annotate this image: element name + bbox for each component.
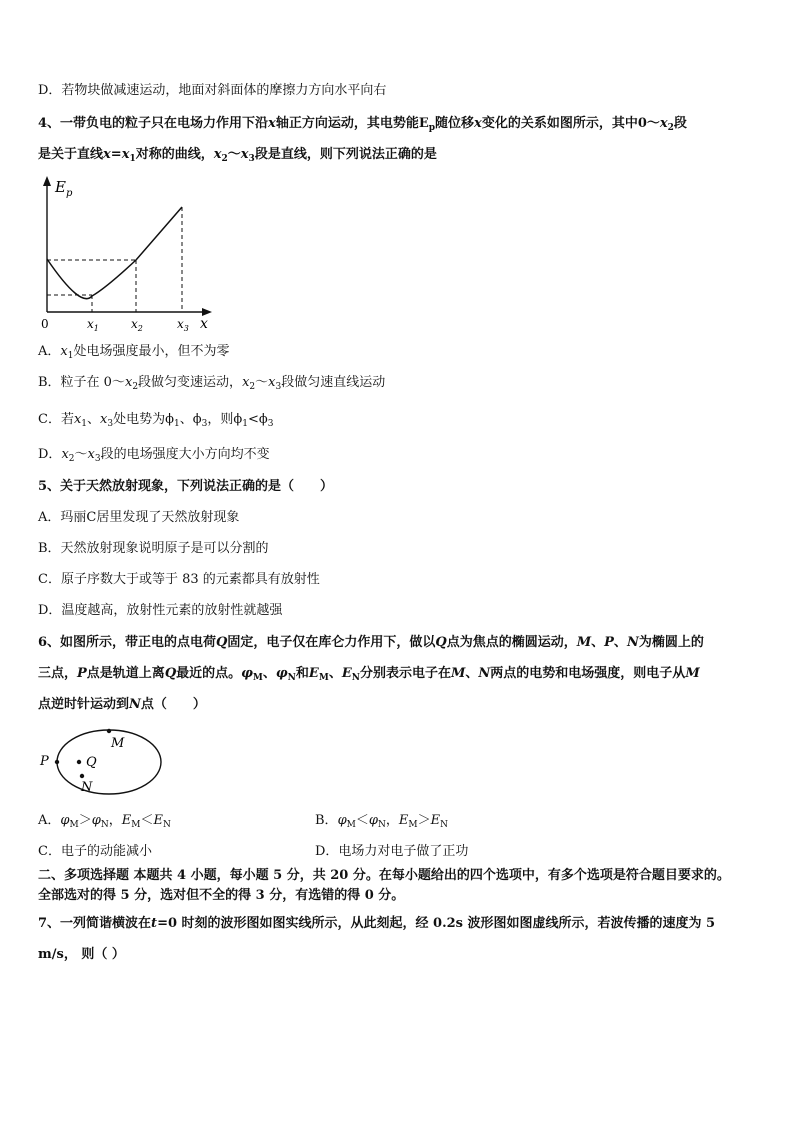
- q5-option-b: B．天然放射现象说明原子是可以分割的: [38, 541, 269, 556]
- q7-stem-line2: m/s， 则（ ）: [38, 947, 125, 962]
- q6-stem-line1: 6、如图所示，带正电的点电荷Q固定，电子仅在库仑力作用下，做以Q点为焦点的椭圆运动，M、P、N为椭圆上的: [38, 635, 704, 650]
- x-axis-arrow: [202, 308, 212, 316]
- q4-ep-graph: [36, 172, 226, 334]
- q4-option-c: C．若$x_1$、$x_3$处电势为$\phi_1$、$\phi_3$，则$\phi_1<\phi_3$: [38, 412, 274, 429]
- q6-ellipse-figure: [36, 725, 166, 797]
- orbit-ellipse: [57, 730, 161, 794]
- label-n: N: [81, 780, 93, 795]
- section2-heading-line1: 二、多项选择题 本题共 4 小题，每小题 5 分，共 20 分。在每小题给出的四个选项中，有多个选项是符合题目要求的。: [38, 868, 730, 883]
- graph-tick-x1: $x_1$: [87, 317, 99, 333]
- q6-option-a: A．$\varphi_M>\varphi_N$，$E_M<E_N$: [38, 813, 171, 830]
- q3-option-d: D．若物块做减速运动，地面对斜面体的摩擦力方向水平向右: [38, 83, 387, 98]
- graph-origin-label: 0: [41, 317, 49, 331]
- label-m: M: [111, 736, 125, 751]
- q4-option-a: A．$x_1$处电场强度最小，但不为零: [38, 344, 230, 361]
- q5-option-d: D．温度越高，放射性元素的放射性就越强: [38, 603, 283, 618]
- ep-curve: [47, 207, 182, 299]
- point-n: [80, 774, 84, 778]
- q7-stem-line1: 7、一列简谐横波在t=0 时刻的波形图如图实线所示，从此刻起，经 0.2s 波形图如图虚线所示，若波传播的速度为 5: [38, 916, 716, 931]
- y-axis-arrow: [43, 176, 51, 186]
- q5-option-a: A．玛丽C居里发现了天然放射现象: [38, 510, 240, 525]
- graph-tick-x3: $x_3$: [177, 317, 189, 333]
- q4-stem-line1: 4、一带负电的粒子只在电场力作用下沿x轴正方向运动，其电势能$E_p$随位移x变化的关系如图所示，其中$0\sim x_2$段: [38, 116, 687, 133]
- label-p: P: [40, 754, 49, 769]
- graph-y-label: $E_p$: [55, 178, 73, 199]
- q6-option-c: C．电子的动能减小: [38, 844, 152, 859]
- q6-stem-line3: 点逆时针运动到N点（ ）: [38, 697, 206, 712]
- q4-option-d: D．$x_2\sim x_3$段的电场强度大小方向均不变: [38, 447, 270, 464]
- q5-stem: 5、关于天然放射现象，下列说法正确的是（ ）: [38, 479, 334, 494]
- graph-tick-x2: $x_2$: [131, 317, 143, 333]
- point-q: [77, 760, 81, 764]
- label-q: Q: [86, 755, 97, 770]
- q5-option-c: C．原子序数大于或等于 83 的元素都具有放射性: [38, 572, 320, 587]
- section2-heading-line2: 全部选对的得 5 分，选对但不全的得 3 分，有选错的得 0 分。: [38, 888, 405, 903]
- q4-stem-line2: 是关于直线$x=x_1$对称的曲线，$x_2\sim x_3$段是直线，则下列说法正确的是: [38, 147, 437, 164]
- graph-x-label: x: [200, 316, 208, 332]
- q6-option-d: D．电场力对电子做了正功: [315, 844, 469, 859]
- q4-option-b: B．粒子在 $0\sim x_2$段做匀变速运动，$x_2\sim x_3$段做匀速直线运动: [38, 375, 386, 392]
- q6-stem-line2: 三点，P点是轨道上离Q最近的点。$\varphi_M$、$\varphi_N$和$E_M$、$E_N$分别表示电子在M、N两点的电势和电场强度，则电子从M: [38, 666, 700, 683]
- q6-option-b: B．$\varphi_M<\varphi_N$，$E_M>E_N$: [315, 813, 449, 830]
- point-p: [55, 760, 59, 764]
- point-m: [107, 729, 111, 733]
